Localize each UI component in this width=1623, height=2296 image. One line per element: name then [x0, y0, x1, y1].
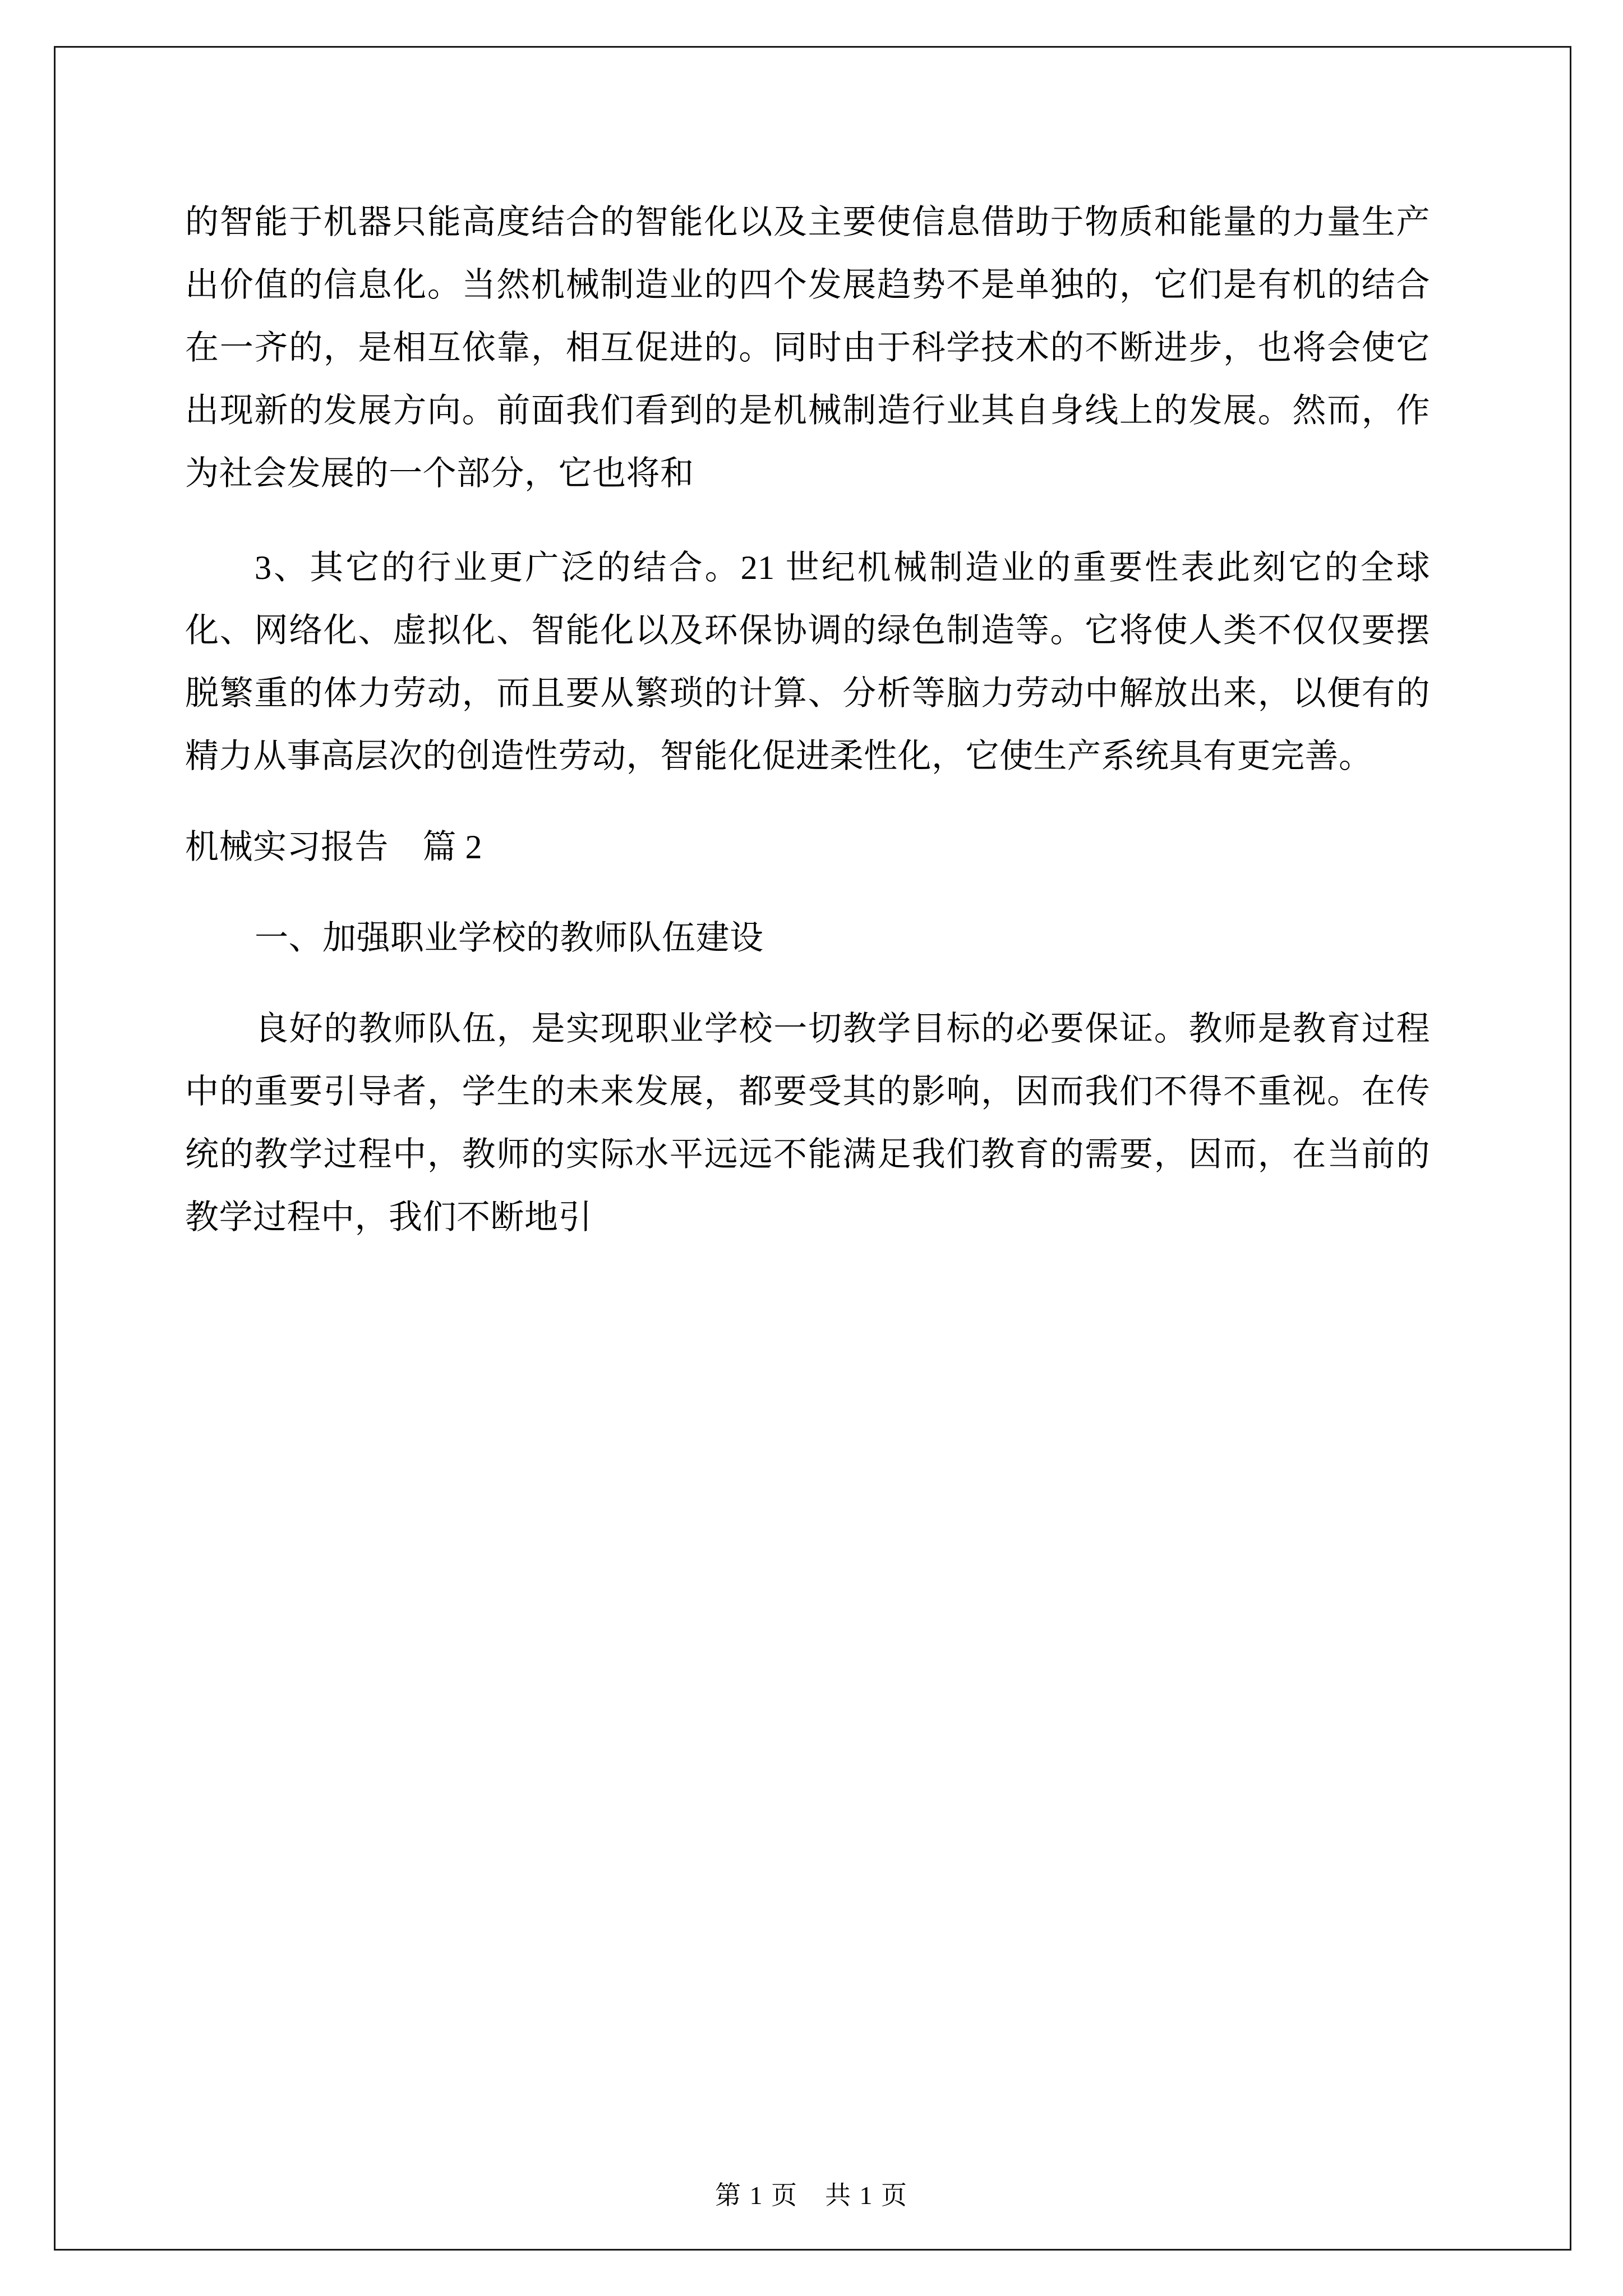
section-heading: 机械实习报告 篇 2: [185, 829, 482, 866]
paragraph-spacer: [185, 969, 1430, 997]
paragraph-spacer: [185, 878, 1430, 907]
paragraph: 3、其它的行业更广泛的结合。21 世纪机械制造业的重要性表此刻它的全球化、网络化、虚拟化、智能化以及环保协调的绿色制造等。它将使人类不仅仅要摆脱繁重的体力劳动，而且要从繁琐的计算、分析等脑力劳动中解放出来，以便有的精力从事高层次的创造性劳动，智能化促进柔性化，它使生产系统具有更完善。: [185, 549, 1430, 775]
paragraph: 良好的教师队伍，是实现职业学校一切教学目标的必要保证。教师是教育过程中的重要引导者，学生的未来发展，都要受其的影响，因而我们不得不重视。在传统的教学过程中，教师的实际水平远远不能满足我们教育的需要，因而，在当前的教学过程中，我们不断地引: [185, 1010, 1430, 1236]
page-footer: 第 1 页 共 1 页: [715, 2181, 908, 2210]
subsection-heading: 一、加强职业学校的教师队伍建设: [255, 919, 764, 956]
document-body: [185, 191, 1430, 1249]
paragraph: 的智能于机器只能高度结合的智能化以及主要使信息借助于物质和能量的力量生产出价值的信息化。当然机械制造业的四个发展趋势不是单独的，它们是有机的结合在一齐的，是相互依靠，相互促进的。同时由于科学技术的不断进步，也将会使它出现新的发展方向。前面我们看到的是机械制造行业其自身线上的发展。然而，作为社会发展的一个部分，它也将和: [185, 204, 1430, 492]
paragraph-spacer: [185, 788, 1430, 816]
paragraph-spacer: [185, 505, 1430, 536]
